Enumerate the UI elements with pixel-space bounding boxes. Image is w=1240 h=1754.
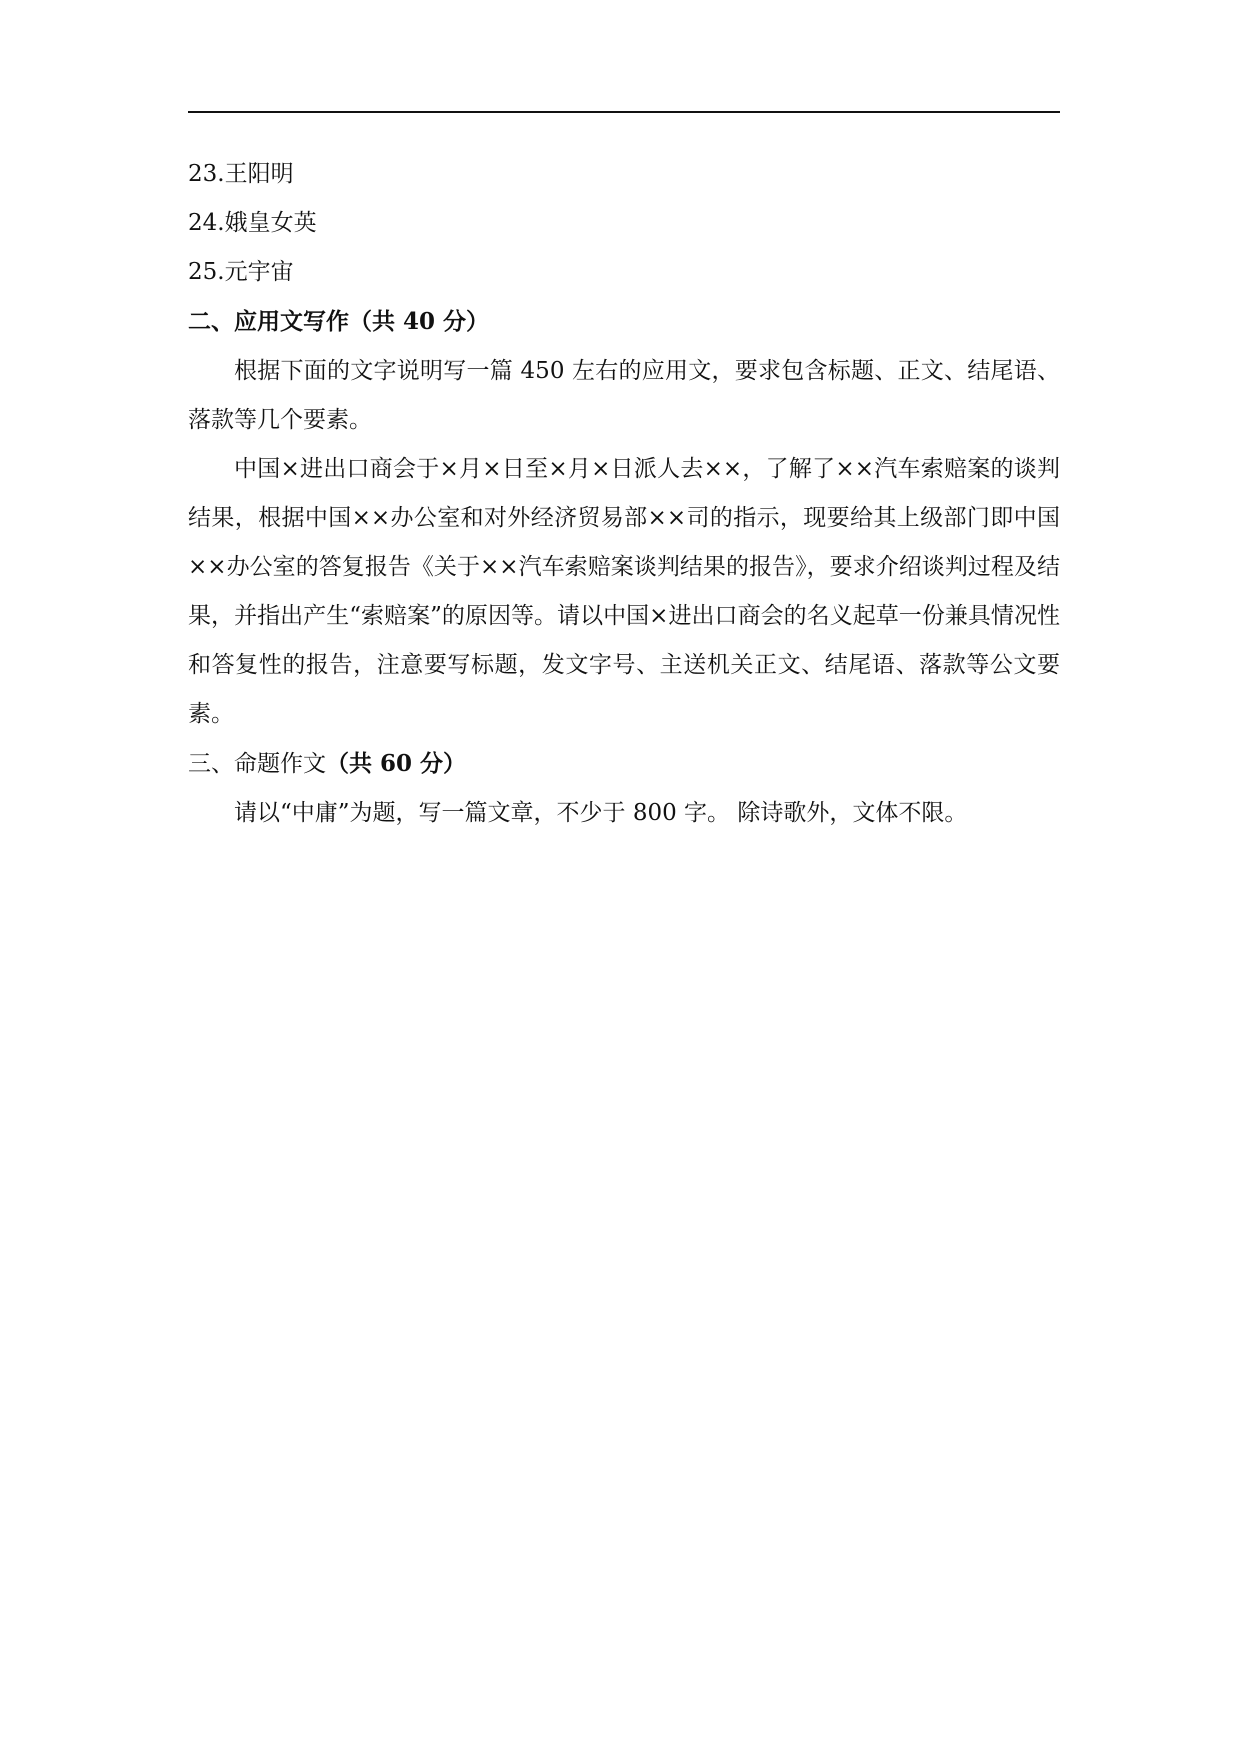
document-body	[188, 150, 1060, 838]
answer-item: 25.元宇宙	[188, 259, 294, 285]
section-title: 二、应用文写作	[188, 308, 349, 335]
section-title: 三、命题作文	[188, 751, 326, 777]
paragraph: 根据下面的文字说明写一篇 450 左右的应用文，要求包含标题、正文、结尾语、落款等几个要素。	[188, 358, 1060, 433]
paragraph: 请以“中庸”为题，写一篇文章，不少于 800 字。 除诗歌外，文体不限。	[234, 800, 968, 826]
section-heading-applied-writing	[188, 297, 1060, 347]
section-score: （共 60 分）	[326, 750, 467, 777]
section-score: （共 40 分）	[349, 308, 490, 335]
header-rule	[188, 111, 1060, 113]
answer-item: 24.娥皇女英	[188, 210, 317, 236]
answer-item: 23.王阳明	[188, 161, 294, 187]
paragraph: 中国×进出口商会于×月×日至×月×日派人去××，了解了××汽车索赔案的谈判结果，根据中国××办公室和对外经济贸易部××司的指示，现要给其上级部门即中国××办公室的答复报告《关于××汽车索赔案谈判结果的报告》，要求介绍谈判过程及结果，并指出产生“索赔案”的原因等。请以中国×进出口商会的名义起草一份兼具情况性和答复性的报告，注意要写标题，发文字号、主送机关正文、结尾语、落款等公文要素。	[188, 456, 1060, 727]
section-heading-essay	[188, 739, 1060, 789]
